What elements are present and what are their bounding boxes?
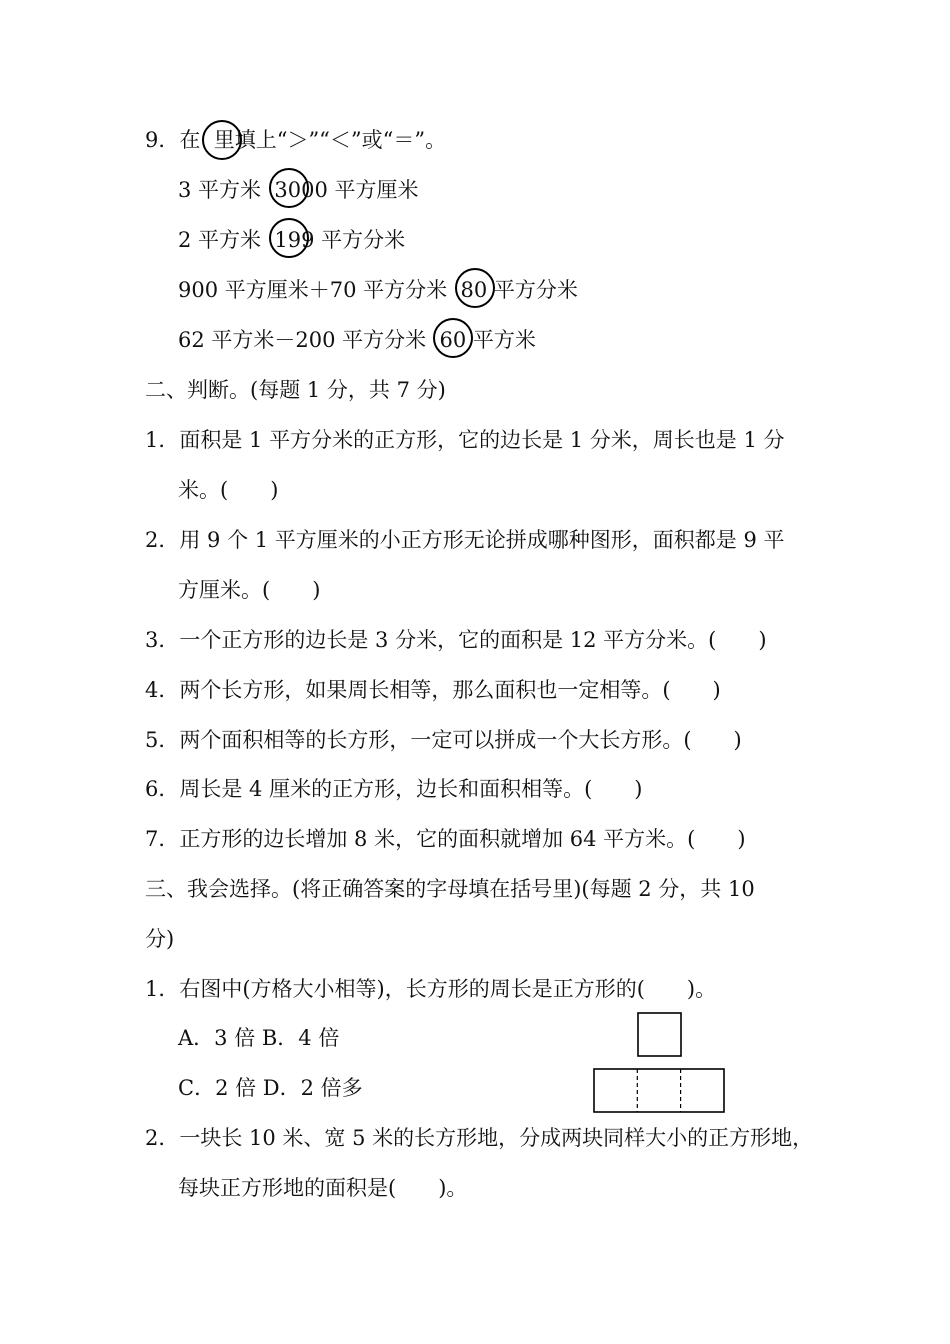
choice-q2-line2: 每块正方形地的面积是( )。 (178, 1176, 468, 1200)
q9-item-2: 2 平方米 199 平方分米 (178, 228, 406, 252)
blank-circle-icon (202, 120, 242, 160)
q9-title: 9．在 里填上“＞”“＜”或“＝”。 (145, 128, 447, 152)
judge-q1-line1: 1．面积是 1 平方分米的正方形，它的边长是 1 分米，周长也是 1 分 (145, 428, 785, 452)
q9-item-3: 900 平方厘米＋70 平方分米 80 平方分米 (178, 278, 578, 302)
blank-circle-icon (433, 318, 473, 358)
choice-q2-line1: 2．一块长 10 米、宽 5 米的长方形地，分成两块同样大小的正方形地， (145, 1126, 814, 1150)
judge-q6: 6．周长是 4 厘米的正方形，边长和面积相等。( ) (145, 777, 643, 801)
q9-item-4: 62 平方米－200 平方分米 60 平方米 (178, 328, 536, 352)
square-rectangle-figure (590, 1008, 730, 1118)
section2-heading: 二、判断。(每题 1 分，共 7 分) (145, 378, 446, 402)
judge-q1-line2: 米。( ) (178, 478, 279, 502)
judge-q4: 4．两个长方形，如果周长相等，那么面积也一定相等。( ) (145, 678, 721, 702)
choice-q1-stem: 1．右图中(方格大小相等)，长方形的周长是正方形的( )。 (145, 977, 717, 1001)
blank-circle-icon (269, 168, 309, 208)
blank-circle-icon (269, 218, 309, 258)
rectangle-shape (594, 1069, 724, 1112)
judge-q2-line2: 方厘米。( ) (178, 578, 321, 602)
choice-q1-options-cd: C．2 倍 D．2 倍多 (178, 1076, 363, 1100)
judge-q3: 3．一个正方形的边长是 3 分米，它的面积是 12 平方分米。( ) (145, 628, 767, 652)
choice-q1-options-ab: A．3 倍 B．4 倍 (178, 1026, 340, 1050)
judge-q2-line1: 2．用 9 个 1 平方厘米的小正方形无论拼成哪种图形，面积都是 9 平 (145, 528, 785, 552)
q9-item-1: 3 平方米 3000 平方厘米 (178, 178, 419, 202)
judge-q5: 5．两个面积相等的长方形，一定可以拼成一个大长方形。( ) (145, 728, 742, 752)
judge-q7: 7．正方形的边长增加 8 米，它的面积就增加 64 平方米。( ) (145, 827, 746, 851)
blank-circle-icon (455, 268, 495, 308)
section3-heading-line2: 分) (145, 927, 175, 951)
square-shape (638, 1013, 681, 1056)
section3-heading-line1: 三、我会选择。(将正确答案的字母填在括号里)(每题 2 分，共 10 (145, 877, 755, 901)
